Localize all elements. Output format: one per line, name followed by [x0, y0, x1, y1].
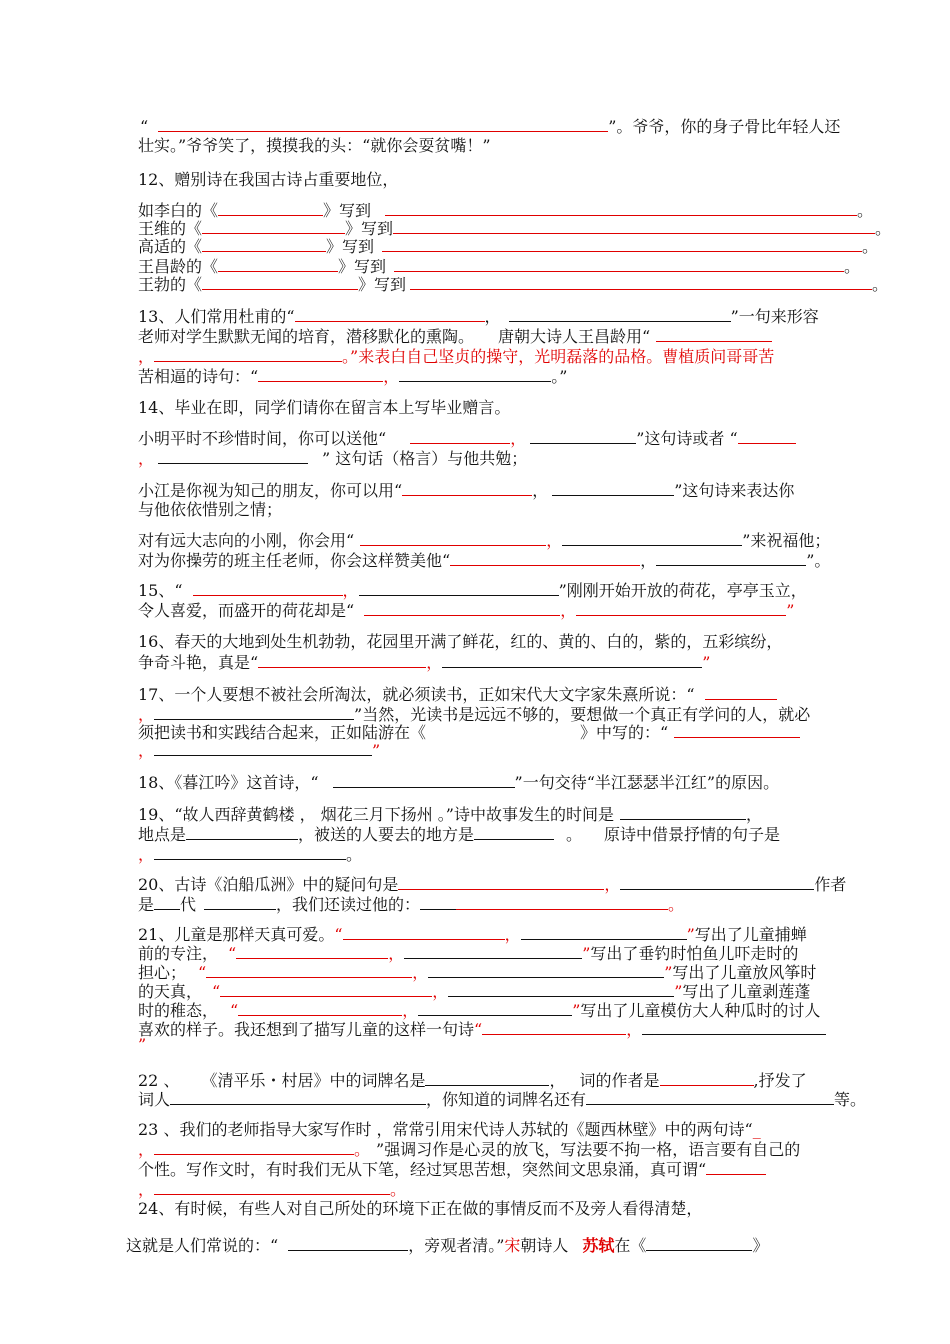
text-segment: 词的作者是	[579, 1071, 660, 1090]
text-segment: 如李白的《	[138, 201, 219, 220]
text-line	[138, 326, 772, 347]
text-line	[140, 116, 840, 137]
answer-blank[interactable]	[398, 874, 604, 890]
answer-blank[interactable]	[170, 1089, 426, 1105]
answer-blank[interactable]	[586, 1089, 834, 1105]
answer-blank[interactable]	[442, 652, 702, 668]
text-segment: 13、人们常用杜甫的“	[138, 307, 295, 326]
text-line	[138, 136, 491, 156]
answer-blank[interactable]	[738, 428, 796, 444]
text-segment: 》写到	[345, 219, 394, 238]
text-segment: 。	[346, 845, 363, 864]
answer-blank[interactable]	[428, 962, 664, 978]
text-segment: 。	[566, 825, 583, 844]
text-segment: ，	[412, 963, 429, 982]
answer-blank[interactable]	[343, 924, 505, 940]
text-segment: ”	[582, 944, 591, 963]
text-line	[138, 844, 362, 865]
text-segment: ，	[549, 1071, 566, 1090]
answer-blank[interactable]	[186, 824, 298, 840]
answer-blank[interactable]	[360, 530, 546, 546]
text-line	[138, 1035, 146, 1055]
answer-blank[interactable]	[410, 428, 510, 444]
text-line	[138, 824, 780, 845]
text-segment: 17、一个人要想不被社会所淘汰，就必须读书，正如宋代大文字家朱熹所说：“	[138, 685, 695, 704]
text-segment: 老师对学生默默无闻的培育，潜移默化的熏陶。	[138, 327, 475, 346]
text-segment: 16、春天的大地到处生机勃勃，花园里开满了鲜花，红的、黄的、白的，紫的，五彩缤纷，	[138, 632, 783, 651]
text-segment: 喜欢的样子。我还想到了描写儿童的这样一句诗	[138, 1020, 475, 1039]
text-segment: ，	[138, 741, 155, 760]
answer-blank[interactable]	[202, 218, 345, 234]
answer-blank[interactable]	[154, 894, 180, 910]
question-12	[138, 170, 398, 190]
text-segment: 写出了儿童捕蝉	[694, 925, 807, 944]
text-segment: ，	[745, 805, 762, 824]
text-segment: 20、古诗《泊船瓜洲》中的疑问句是	[138, 875, 399, 894]
text-segment: 地点是	[138, 825, 187, 844]
answer-blank[interactable]	[154, 740, 372, 756]
text-segment: 。	[862, 237, 879, 256]
question-21	[138, 924, 807, 945]
text-segment: 时的稚态，	[138, 1001, 219, 1020]
answer-blank[interactable]	[509, 306, 731, 322]
text-segment: 担心；	[138, 963, 187, 982]
text-segment: 的天真，	[138, 982, 203, 1001]
text-segment: ，	[626, 1020, 643, 1039]
text-segment: 个性。写作文时，有时我们无从下笔，经过冥思苦想，突然间文思泉涌，真可谓“	[138, 1160, 707, 1179]
text-segment: ”	[674, 982, 683, 1001]
text-segment: 须把读书和实践结合起来，正如陆游在《	[138, 723, 427, 742]
text-segment: 王维的《	[138, 219, 203, 238]
answer-blank[interactable]	[674, 722, 800, 738]
text-segment: 原诗中借景抒情的句子是	[604, 825, 781, 844]
text-segment: “	[334, 925, 343, 944]
answer-blank[interactable]	[474, 824, 554, 840]
question-17	[138, 684, 777, 705]
answer-blank[interactable]	[202, 274, 358, 290]
text-segment: 。	[354, 1140, 371, 1159]
text-segment: ，旁观者清。”	[408, 1236, 505, 1255]
answer-blank[interactable]	[218, 200, 323, 216]
text-line	[138, 480, 794, 501]
text-line	[138, 274, 888, 295]
text-line	[138, 652, 710, 673]
question-15	[138, 580, 807, 601]
text-segment: 唐朝大诗人王昌龄用“	[498, 327, 651, 346]
text-line	[138, 600, 794, 621]
text-segment: ，	[504, 925, 521, 944]
text-segment: ,抒发了	[753, 1071, 807, 1090]
text-line	[138, 740, 380, 761]
answer-blank[interactable]	[202, 236, 326, 252]
answer-blank[interactable]	[382, 236, 862, 252]
text-segment: ，	[138, 449, 155, 468]
text-line	[138, 550, 830, 571]
answer-blank[interactable]	[448, 981, 674, 997]
text-segment: ”	[702, 653, 711, 672]
text-line	[138, 894, 684, 915]
text-segment: ，	[138, 845, 155, 864]
text-segment: ，	[402, 1001, 419, 1020]
text-segment: ，	[138, 1140, 155, 1159]
answer-blank[interactable]	[204, 894, 276, 910]
text-segment: 。”	[551, 367, 568, 386]
answer-blank[interactable]	[238, 1000, 402, 1016]
question-22	[138, 1070, 807, 1091]
text-segment: 写出了儿童剥莲蓬	[682, 982, 811, 1001]
text-segment: 。	[875, 219, 892, 238]
text-segment: ”	[686, 925, 695, 944]
text-line	[138, 981, 810, 1002]
answer-blank[interactable]	[393, 218, 875, 234]
text-segment: ”来祝福他；	[742, 531, 831, 550]
text-segment: 》写到	[338, 257, 387, 276]
text-segment: “	[228, 944, 237, 963]
answer-blank[interactable]	[620, 804, 746, 820]
text-line	[138, 1089, 866, 1110]
answer-blank[interactable]	[394, 256, 844, 272]
text-line	[138, 530, 830, 551]
text-line	[138, 1179, 406, 1200]
text-segment: 争奇斗艳，真是“	[138, 653, 259, 672]
text-segment: 高适的《	[138, 237, 203, 256]
text-segment: ”一句来形容	[730, 307, 819, 326]
question-23	[138, 1120, 761, 1140]
question-20	[138, 874, 846, 895]
text-segment: ，	[560, 601, 577, 620]
answer-blank[interactable]	[521, 924, 687, 940]
text-line	[138, 943, 798, 964]
text-segment: _	[752, 1120, 761, 1139]
answer-blank[interactable]	[333, 772, 515, 788]
text-segment: 令人喜爱，而盛开的荷花却是“	[138, 601, 355, 620]
answer-blank[interactable]	[450, 550, 640, 566]
text-segment: ，	[532, 481, 549, 500]
question-text: 12、赠别诗在我国古诗占重要地位，	[138, 170, 399, 189]
text-line	[138, 428, 796, 449]
text-segment: 词人	[138, 1090, 171, 1109]
text-segment: ”	[372, 741, 381, 760]
text-segment: ，你知道的词牌名还有	[426, 1090, 587, 1109]
answer-blank[interactable]	[425, 1070, 549, 1086]
text-segment: 。	[857, 201, 874, 220]
text-segment: ，	[546, 531, 563, 550]
text-segment: ” 这句话（格言）与他共勉；	[322, 449, 528, 468]
text-segment: 朝诗人	[520, 1236, 569, 1255]
text-segment: ，	[388, 944, 405, 963]
answer-blank[interactable]	[482, 1019, 626, 1035]
answer-blank[interactable]	[410, 274, 872, 290]
text-segment: 等。	[834, 1090, 867, 1109]
text-segment: ”	[786, 601, 795, 620]
text-line	[138, 448, 527, 469]
text-segment: 》中写的：“	[580, 723, 669, 742]
answer-blank[interactable]	[646, 1235, 752, 1251]
answer-blank[interactable]	[154, 1179, 390, 1195]
answer-blank[interactable]	[154, 844, 346, 860]
text-segment: ”这句诗来表达你	[674, 481, 795, 500]
text-segment: 王勃的《	[138, 275, 203, 294]
text-segment: 写出了儿童放风筝时	[672, 963, 817, 982]
text-segment: 21、儿童是那样天真可爱。	[138, 925, 335, 944]
text-segment: 壮实。”爷爷笑了，摸摸我的头：“就你会耍贫嘴！”	[138, 136, 491, 155]
answer-blank[interactable]	[154, 1139, 354, 1155]
text-segment: 》写到	[326, 237, 375, 256]
text-segment: 在《	[614, 1236, 647, 1255]
text-segment: “	[212, 982, 221, 1001]
text-segment: 》写到	[358, 275, 407, 294]
text-segment: 。	[390, 1180, 407, 1199]
answer-blank[interactable]	[288, 1235, 408, 1251]
answer-blank[interactable]	[158, 116, 608, 132]
text-segment: “	[474, 1020, 483, 1039]
text-line	[138, 1159, 766, 1180]
text-segment: ”当然，光读书是远远不够的，要想做一个真正有学问的人，就必	[354, 705, 811, 724]
answer-blank[interactable]	[154, 346, 342, 362]
text-segment: 写出了垂钓时怕鱼儿吓走时的	[590, 944, 799, 963]
question-14	[138, 398, 510, 418]
text-segment: 15、“	[138, 581, 183, 600]
text-line	[138, 1000, 820, 1021]
text-segment: 小明平时不珍惜时间，你可以送他“	[138, 429, 387, 448]
text-line	[126, 1235, 768, 1256]
text-line	[138, 1139, 800, 1160]
text-segment: 对有远大志向的小刚，你会用“	[138, 531, 355, 550]
answer-blank[interactable]	[218, 256, 338, 272]
answer-blank[interactable]	[656, 326, 772, 342]
text-segment: 对为你操劳的班主任老师，你会这样赞美他“	[138, 551, 451, 570]
text-segment: ，	[138, 347, 155, 366]
text-segment: 宋	[504, 1236, 521, 1255]
text-segment: ，	[640, 551, 657, 570]
text-segment: 。	[814, 551, 831, 570]
text-segment: ”	[664, 963, 673, 982]
text-segment: 《清平乐・村居》中的词牌名是	[209, 1071, 426, 1090]
question-19	[138, 804, 762, 825]
text-segment: ，被送的人要去的地方是	[298, 825, 475, 844]
text-line	[138, 366, 567, 387]
answer-blank[interactable]	[220, 981, 432, 997]
text-segment: 。	[668, 895, 685, 914]
text-segment: 苦相逼的诗句：“	[138, 367, 259, 386]
text-segment: 24、有时候，有些人对自己所处的环境下正在做的事情反而不及旁人看得清楚，	[138, 1199, 703, 1218]
text-segment: 与他依依惜别之情；	[138, 500, 283, 519]
text-segment: “	[140, 117, 149, 136]
text-segment: “	[198, 963, 207, 982]
answer-blank[interactable]	[399, 366, 551, 382]
text-segment: ，我们还读过他的：	[276, 895, 421, 914]
text-segment: ”。爷爷，你的身子骨比年轻人还	[608, 117, 841, 136]
text-segment: 小江是你视为知己的朋友，你可以用“	[138, 481, 403, 500]
text-line	[138, 346, 774, 367]
text-segment: 苏轼	[582, 1236, 615, 1255]
text-segment: 23 、我们的老师指导大家写作时 ，常常引用宋代诗人苏轼的《题西林壁》中的两句诗“	[138, 1120, 753, 1139]
text-segment: ，	[138, 1180, 155, 1199]
answer-blank[interactable]	[642, 1019, 826, 1035]
text-segment: ”一句交待“半江瑟瑟半江红”的原因。	[514, 773, 780, 792]
text-segment: 这就是人们常说的：“	[126, 1236, 279, 1255]
text-segment: ，	[484, 307, 501, 326]
text-segment: ，	[138, 705, 155, 724]
text-line	[138, 1019, 826, 1040]
answer-blank[interactable]	[193, 580, 343, 596]
answer-blank[interactable]	[258, 652, 426, 668]
text-segment: 是	[138, 895, 155, 914]
answer-blank[interactable]	[456, 894, 668, 910]
answer-blank[interactable]	[420, 894, 456, 910]
text-segment: 代	[180, 895, 197, 914]
text-segment: 》	[752, 1236, 769, 1255]
text-segment: 》写到	[323, 201, 372, 220]
answer-blank[interactable]	[656, 550, 806, 566]
text-segment: 前的专注，	[138, 944, 219, 963]
answer-blank[interactable]	[236, 943, 388, 959]
text-segment: ，	[426, 653, 443, 672]
text-segment: 作者	[814, 875, 847, 894]
answer-blank[interactable]	[706, 1159, 766, 1175]
answer-blank[interactable]	[660, 1070, 754, 1086]
answer-blank[interactable]	[295, 306, 485, 322]
question-24	[138, 1199, 702, 1219]
answer-blank[interactable]	[154, 704, 354, 720]
text-segment: ”	[572, 1001, 581, 1020]
text-segment: ，	[510, 429, 527, 448]
answer-blank[interactable]	[418, 1000, 572, 1016]
text-segment: ，	[342, 581, 359, 600]
answer-blank[interactable]	[402, 480, 532, 496]
answer-blank[interactable]	[258, 366, 383, 382]
text-segment: 。”来表白自己坚贞的操守，光明磊落的品格。曹植质问哥哥苦	[342, 347, 775, 366]
text-segment: 19、“故人西辞黄鹤楼 ， 烟花三月下扬州 。”诗中故事发生的时间是	[138, 805, 614, 824]
answer-blank[interactable]	[364, 600, 560, 616]
answer-blank[interactable]	[385, 200, 857, 216]
text-segment: ”强调习作是心灵的放飞，写法要不拘一格，语言要有自己的	[376, 1140, 801, 1159]
answer-blank[interactable]	[404, 943, 582, 959]
answer-blank[interactable]	[620, 874, 814, 890]
text-segment: ，	[604, 875, 621, 894]
text-segment: ”	[138, 1035, 147, 1054]
question-16	[138, 632, 782, 652]
answer-blank[interactable]	[206, 962, 412, 978]
question-13	[138, 306, 819, 327]
text-segment: 王昌龄的《	[138, 257, 219, 276]
text-segment: 写出了儿童模仿大人种瓜时的讨人	[580, 1001, 821, 1020]
answer-blank[interactable]	[359, 580, 559, 596]
question-18	[138, 772, 779, 793]
answer-blank[interactable]	[562, 530, 742, 546]
answer-blank[interactable]	[705, 684, 777, 700]
text-segment: “	[230, 1001, 239, 1020]
answer-blank[interactable]	[158, 448, 308, 464]
text-segment: ”刚刚开始开放的荷花，亭亭玉立，	[558, 581, 807, 600]
text-segment: 22 、	[138, 1071, 180, 1090]
text-segment: ”	[806, 551, 815, 570]
text-line	[138, 962, 816, 983]
text-segment: 。	[872, 275, 889, 294]
text-segment: ，	[432, 982, 449, 1001]
answer-blank[interactable]	[576, 600, 786, 616]
text-segment: ，	[383, 367, 400, 386]
text-line	[138, 236, 878, 257]
text-line	[138, 500, 282, 520]
answer-blank[interactable]	[530, 428, 636, 444]
text-segment: 。	[844, 257, 861, 276]
text-segment: 14、毕业在即，同学们请你在留言本上写毕业赠言。	[138, 398, 511, 417]
text-segment: ”这句诗或者 “	[636, 429, 738, 448]
text-segment: 18、《暮江吟》这首诗，“	[138, 773, 319, 792]
answer-blank[interactable]	[552, 480, 674, 496]
